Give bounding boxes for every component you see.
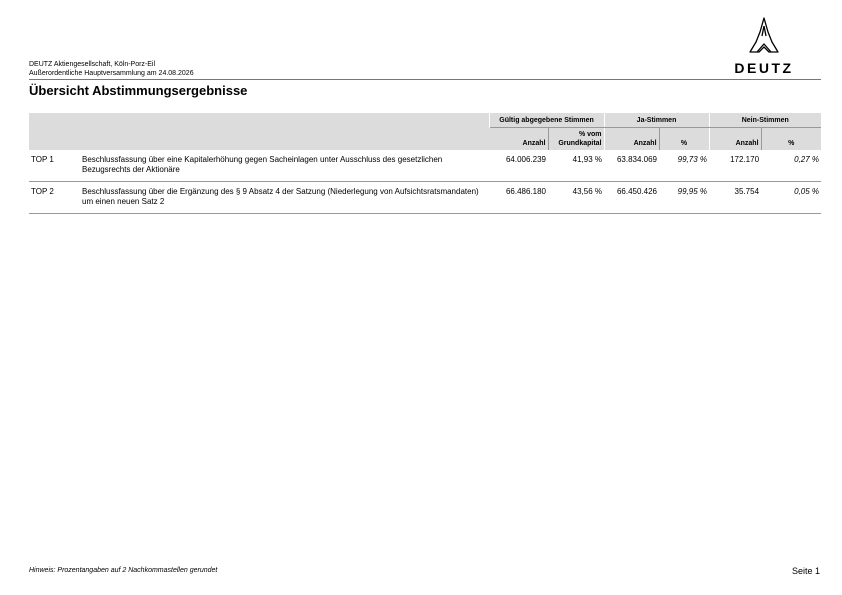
yes-count: 63.834.069 — [604, 150, 659, 182]
col-valid-pct: % vom Grundkapital — [548, 128, 604, 151]
resolution-description: Beschlussfassung über die Ergänzung des § 9 Absatz 4 der Satzung (Niederlegung von Aufsichtsratsmandaten) um einen neuen Satz 2 — [80, 182, 489, 214]
yes-pct: 99,95 % — [659, 182, 709, 214]
deutz-emblem-icon — [724, 16, 804, 62]
table-row — [29, 150, 821, 182]
document-header-meta — [29, 60, 194, 78]
header-divider — [29, 79, 821, 80]
col-valid-count: Anzahl — [489, 128, 548, 151]
rounding-note: Hinweis: Prozentangaben auf 2 Nachkommastellen gerundet — [29, 567, 218, 574]
agenda-item: TOP 1 — [29, 150, 80, 182]
voting-results-table — [29, 113, 821, 214]
valid-count: 64.006.239 — [489, 150, 548, 182]
group-no-votes: Nein-Stimmen — [709, 113, 821, 128]
col-yes-count: Anzahl — [604, 128, 659, 151]
valid-pct: 43,56 % — [548, 182, 604, 214]
no-count: 35.754 — [709, 182, 761, 214]
col-yes-pct: % — [659, 128, 709, 151]
company-line: DEUTZ Aktiengesellschaft, Köln-Porz-Eil — [29, 61, 156, 68]
resolution-description: Beschlussfassung über eine Kapitalerhöhung gegen Sacheinlagen unter Ausschluss des gesetzlichen Bezugsrechts der Aktionäre — [80, 150, 489, 182]
col-no-pct: % — [761, 128, 821, 151]
logo-wordmark: DEUTZ — [734, 60, 794, 76]
table-row — [29, 182, 821, 214]
group-valid-votes: Gültig abgegebene Stimmen — [489, 113, 604, 128]
no-count: 172.170 — [709, 150, 761, 182]
group-yes-votes: Ja-Stimmen — [604, 113, 709, 128]
yes-pct: 99,73 % — [659, 150, 709, 182]
page-title: Übersicht Abstimmungsergebnisse — [29, 83, 248, 98]
header-blank — [29, 113, 489, 128]
page-number: Seite 1 — [791, 566, 820, 576]
agenda-item: TOP 2 — [29, 182, 80, 214]
yes-count: 66.450.426 — [604, 182, 659, 214]
valid-pct: 41,93 % — [548, 150, 604, 182]
col-no-count: Anzahl — [709, 128, 761, 151]
no-pct: 0,27 % — [761, 150, 821, 182]
deutz-logo — [724, 16, 804, 74]
meeting-line: Außerordentliche Hauptversammlung am 24.08.2026 — [29, 70, 194, 77]
valid-count: 66.486.180 — [489, 182, 548, 214]
no-pct: 0,05 % — [761, 182, 821, 214]
